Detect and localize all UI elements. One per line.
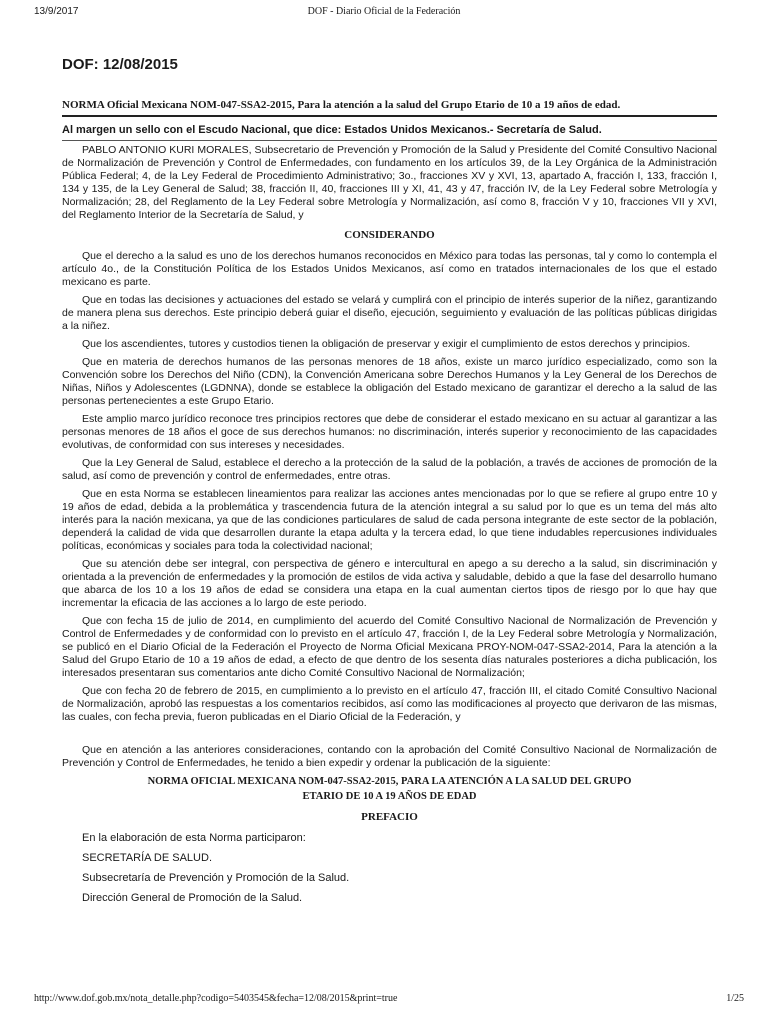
considerando-paragraph: Que su atención debe ser integral, con perspectiva de género e intercultural en apego a su derecho a la salud, sin discriminación y orientada a la prevención de enfermedades y la promoción de estilos de vida activa y saludable, debido a que la fase del desarrollo humano que abarca de los 10 a los 19 años de edad se considera una etapa en la cual aumentan ciertos tipos de riesgo por lo que hay que incrementar la eficacia de las acciones a lo largo de este periodo.	[62, 558, 717, 609]
considerando-paragraph: Que en materia de derechos humanos de las personas menores de 18 años, existe un marco jurídico especializado, como son la Convención sobre los Derechos del Niño (CDN), la Convención Americana sobre Derechos Humanos y la Ley General de los Derechos de Niñas, Niños y Adolescentes (LGDNNA), donde se establece la obligación del Estado mexicano de garantizar el derecho a la salud de las personas pertenecientes a este Grupo Etario.	[62, 356, 717, 407]
norma-heading-line-1: NORMA OFICIAL MEXICANA NOM-047-SSA2-2015, PARA LA ATENCIÓN A LA SALUD DEL GRUPO	[147, 776, 632, 787]
considerando-paragraph: Que la Ley General de Salud, establece el derecho a la protección de la salud de la población, a través de acciones de promoción de la salud, así como de prevención y control de enfermedades, entre otras.	[62, 457, 717, 482]
considerando-paragraph: Que los ascendientes, tutores y custodios tienen la obligación de preservar y exigir el cumplimiento de estos derechos y principios.	[82, 338, 691, 350]
closing-paragraph: Que en atención a las anteriores consideraciones, contando con la aprobación del Comité Consultivo Nacional de Normalización de Prevención y Control de Enfermedades, he tenido a bien expedir y ordenar la publicación de la siguiente:	[62, 744, 717, 769]
print-header	[0, 0, 768, 20]
prefacio-line: Subsecretaría de Prevención y Promoción de la Salud.	[82, 872, 350, 884]
considerando-paragraph: Que el derecho a la salud es uno de los derechos humanos reconocidos en México para todas las personas, tal y como lo contempla el artículo 4o., de la Constitución Política de los Estados Unidos Mexicanos, así como en tratados internacionales de los que el estado mexicano es parte.	[62, 250, 717, 288]
document-body	[62, 54, 717, 911]
prefacio-line: Dirección General de Promoción de la Salud.	[82, 892, 303, 904]
print-url: http://www.dof.gob.mx/nota_detalle.php?codigo=5403545&fecha=12/08/2015&print=true	[34, 993, 398, 1004]
intro-paragraph: PABLO ANTONIO KURI MORALES, Subsecretario de Prevención y Promoción de la Salud y Presidente del Comité Consultivo Nacional de Normalización de Prevención y Control de Enfermedades, con fundamento en los artículos 39, de la Ley Orgánica de la Administración Pública Federal; 4, de la Ley Federal de Procedimiento Administrativo; 3o., fracciones XV y XVI, 13, apartado A, fracción I, 133, fracción I, 134 y 135, de la Ley General de Salud; 38, fracción II, 40, fracciones III y XI, 41, 43 y 47, fracción IV, de la Ley Federal sobre Metrología y Normalización; 28, del Reglamento de la Ley Federal sobre Metrología y Normalización, así como 8, fracción V y 10, fracciones VII y XVI, del Reglamento Interior de la Secretaría de Salud, y	[62, 144, 717, 221]
prefacio-line: En la elaboración de esta Norma participaron:	[82, 832, 306, 844]
print-page-title: DOF - Diario Oficial de la Federación	[307, 6, 461, 17]
publication-date: DOF: 12/08/2015	[62, 56, 178, 73]
print-date: 13/9/2017	[34, 6, 79, 17]
page-number: 1/25	[726, 993, 744, 1004]
considerando-paragraph: Este amplio marco jurídico reconoce tres principios rectores que debe de considerar el estado mexicano en su actuar al garantizar a las personas menores de 18 años el goce de sus derechos humanos: no discriminación, interés superior y reconocimiento de las capacidades evolutivas, de conformidad con sus intereses y necesidades.	[62, 413, 717, 451]
print-footer	[0, 993, 768, 1009]
prefacio-heading: PREFACIO	[361, 811, 418, 823]
norma-heading-line-2: ETARIO DE 10 A 19 AÑOS DE EDAD	[302, 791, 477, 802]
considerando-paragraph: Que en esta Norma se establecen lineamientos para realizar las acciones antes mencionadas por lo que se refiere al grupo entre 10 y 19 años de edad, debida a la problemática y trascendencia futura de la atención integral a su salud por lo que es un tema del más alto interés para la nación mexicana, ya que de las condiciones particulares de salud de cada persona integrante de este sector de la población, dependerá la calidad de vida que desarrollen durante la etapa adulta y la tercera edad, lo que tiene indudables repercusiones individuales políticas, económicas y sociales para toda la colectividad nacional;	[62, 488, 717, 552]
considerando-paragraph: Que con fecha 15 de julio de 2014, en cumplimiento del acuerdo del Comité Consultivo Nacional de Normalización de Prevención y Control de Enfermedades y de conformidad con lo previsto en el artículo 47, fracción I, de la Ley Federal sobre Metrología y Normalización, se publicó en el Diario Oficial de la Federación el Proyecto de Norma Oficial Mexicana PROY-NOM-047-SSA2-2014, Para la atención a la Salud del Grupo Etario de 10 a 19 años de edad, a efecto de que dentro de los sesenta días naturales posteriores a dicha publicación, los interesados presentaran sus comentarios ante dicho Comité Consultivo Nacional de Normalización;	[62, 615, 717, 679]
considerando-heading: CONSIDERANDO	[344, 229, 435, 241]
considerando-paragraph: Que con fecha 20 de febrero de 2015, en cumplimiento a lo previsto en el artículo 47, fracción III, el citado Comité Consultivo Nacional de Normalización, aprobó las respuestas a los comentarios recibidos, así como las modificaciones al proyecto que derivaron de las mismas, las cuales, con fecha previa, fueron publicadas en el Diario Oficial de la Federación, y	[62, 685, 717, 723]
margin-note-divider	[62, 140, 717, 141]
norma-title: NORMA Oficial Mexicana NOM-047-SSA2-2015, Para la atención a la salud del Grupo Etario de 10 a 19 años de edad.	[62, 99, 621, 111]
margin-note: Al margen un sello con el Escudo Nacional, que dice: Estados Unidos Mexicanos.- Secretaría de Salud.	[62, 124, 602, 136]
prefacio-line: SECRETARÍA DE SALUD.	[82, 852, 212, 864]
considerando-paragraph: Que en todas las decisiones y actuaciones del estado se velará y cumplirá con el principio de interés superior de la niñez, garantizando de manera plena sus derechos. Este principio deberá guiar el diseño, ejecución, seguimiento y evaluación de las políticas públicas dirigidas a la niñez.	[62, 294, 717, 332]
title-divider	[62, 115, 717, 117]
